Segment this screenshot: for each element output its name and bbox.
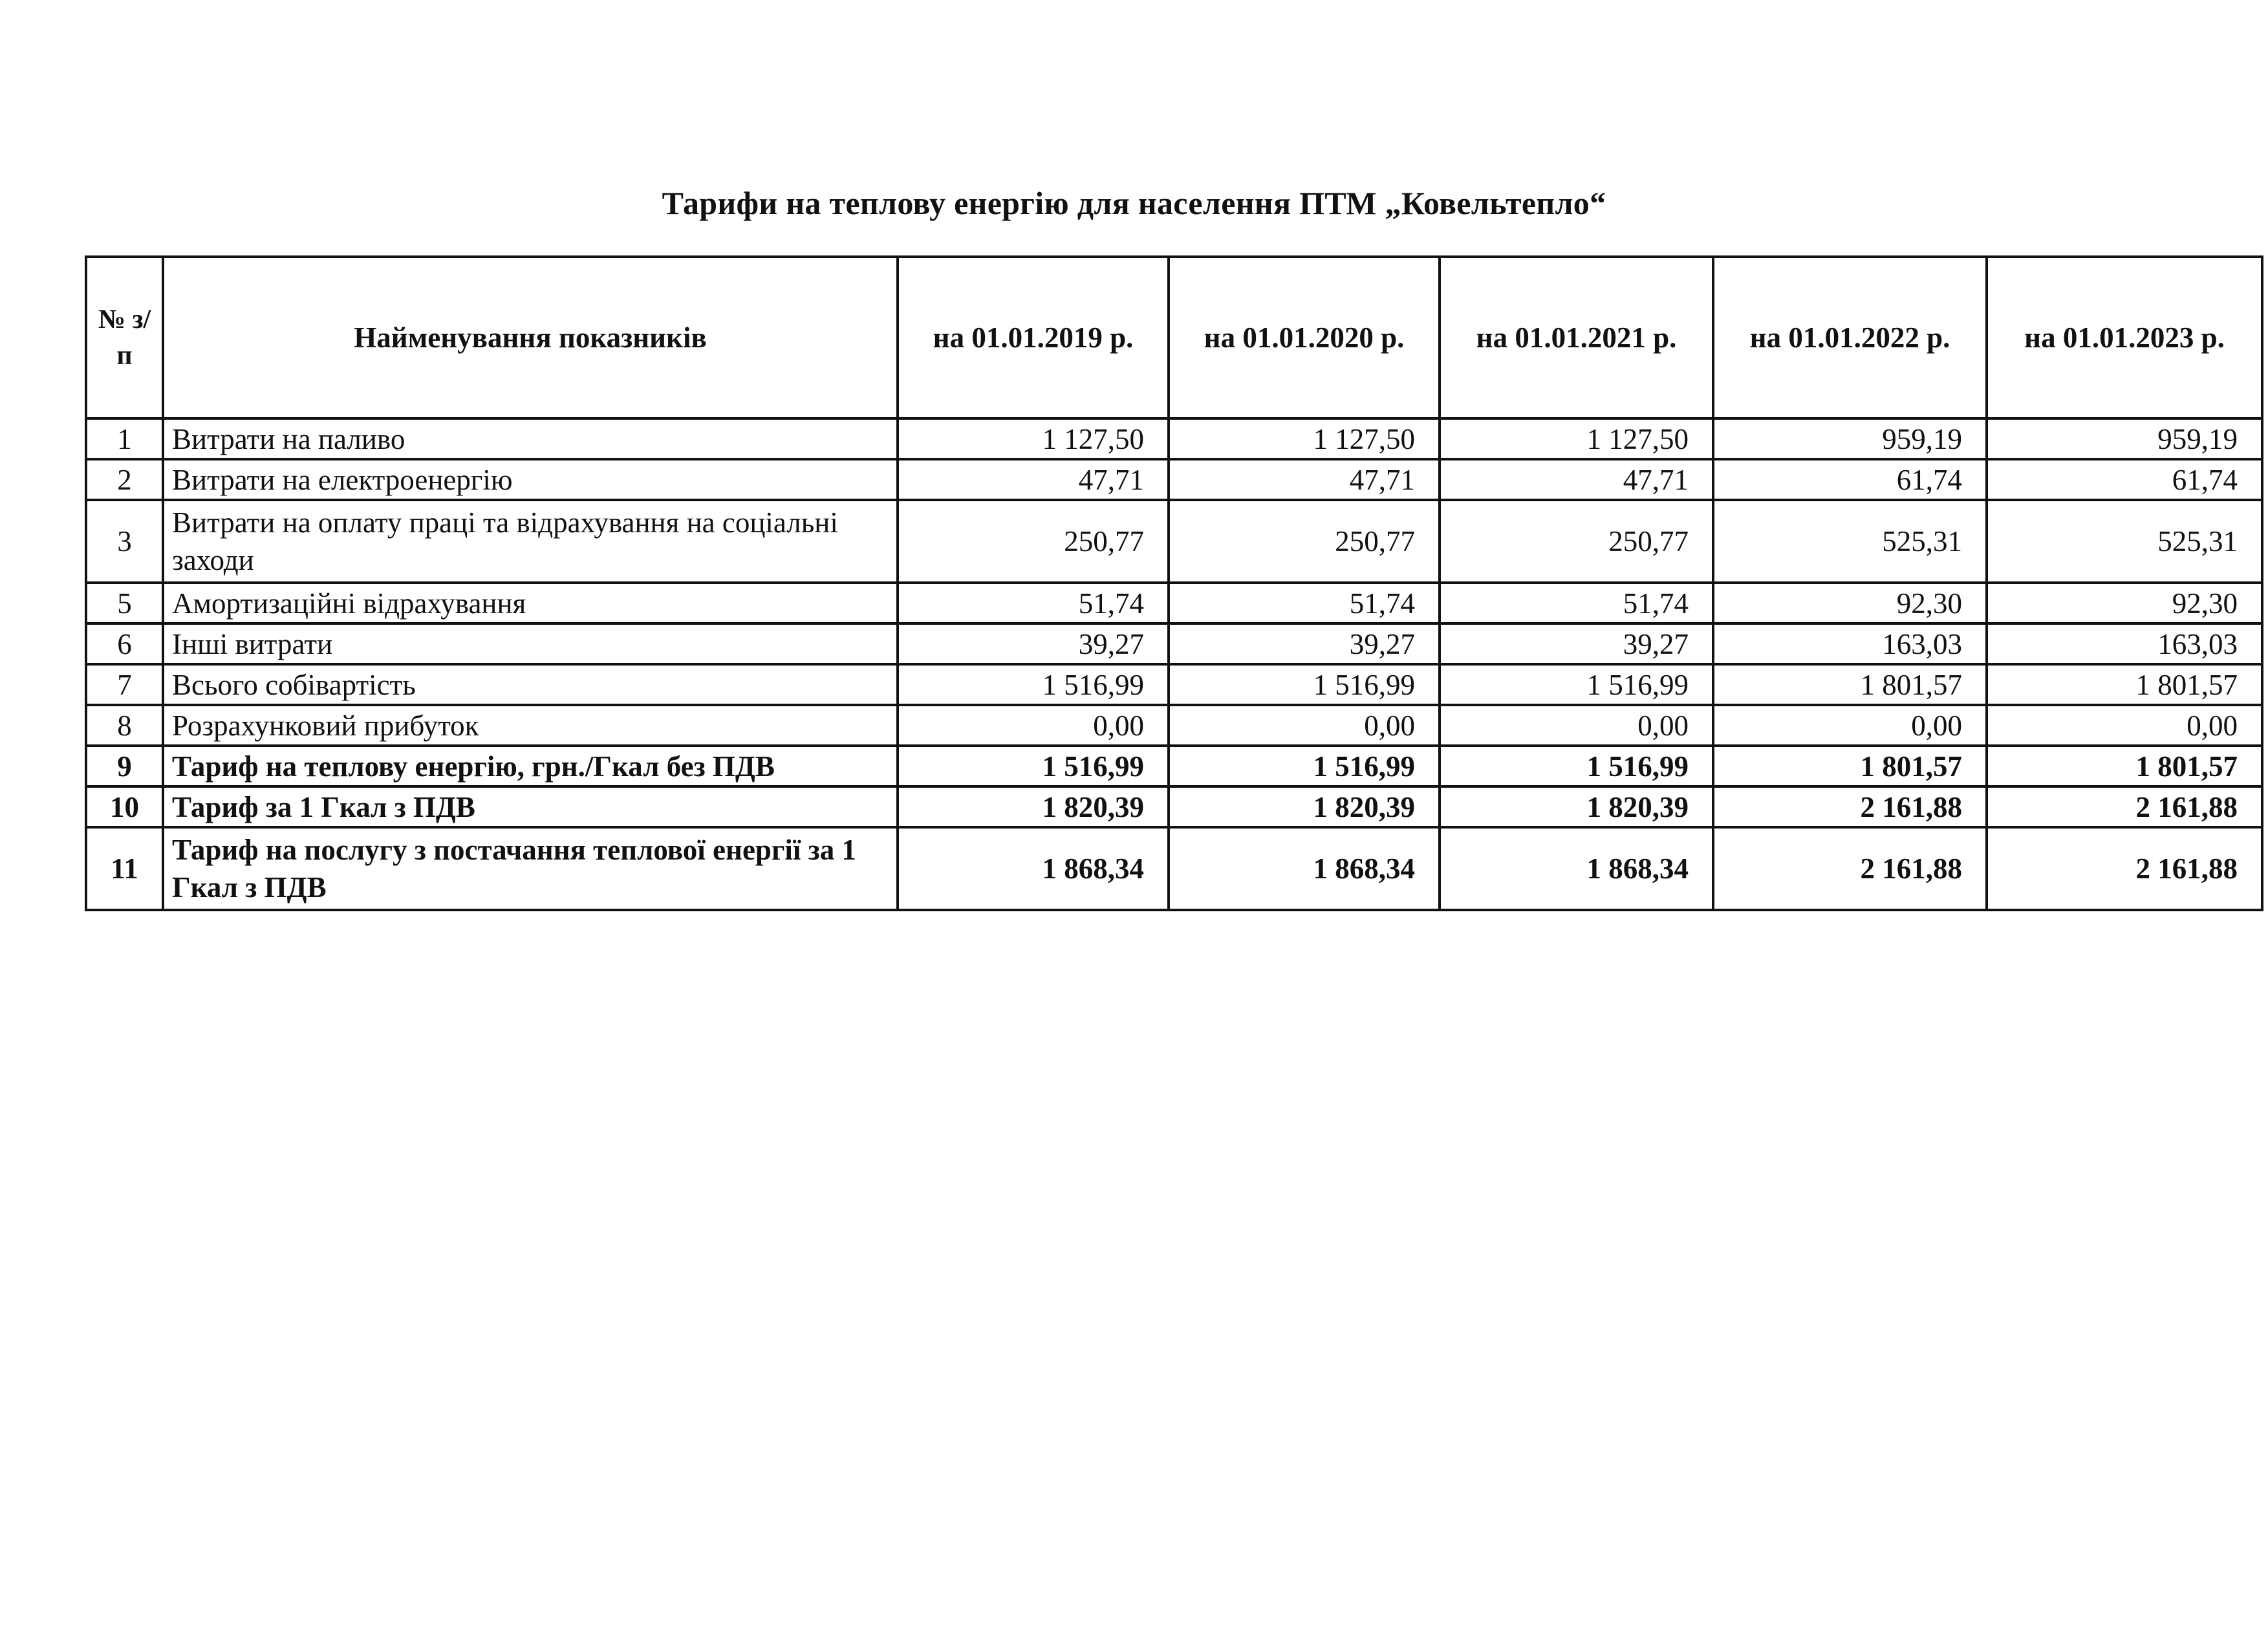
cell-value: 61,74 xyxy=(1713,459,1987,500)
cell-value: 163,03 xyxy=(1987,623,2262,664)
cell-value: 0,00 xyxy=(898,705,1169,746)
row-name: Тариф на теплову енергію, грн./Гкал без ПДВ xyxy=(163,746,898,786)
row-name: Тариф за 1 Гкал з ПДВ xyxy=(163,786,898,827)
cell-value: 61,74 xyxy=(1987,459,2262,500)
table-row xyxy=(86,746,2262,786)
cell-value: 51,74 xyxy=(898,583,1169,623)
row-number: 11 xyxy=(86,827,163,910)
header-period-2020: на 01.01.2020 р. xyxy=(1169,257,1440,418)
cell-value: 959,19 xyxy=(1987,418,2262,459)
cell-value: 1 868,34 xyxy=(1440,827,1713,910)
cell-value: 1 820,39 xyxy=(1440,786,1713,827)
header-number: № з/п xyxy=(86,257,163,418)
cell-value: 1 516,99 xyxy=(1440,664,1713,705)
cell-value: 51,74 xyxy=(1169,583,1440,623)
cell-value: 1 127,50 xyxy=(1440,418,1713,459)
cell-value: 1 820,39 xyxy=(898,786,1169,827)
cell-value: 1 801,57 xyxy=(1713,664,1987,705)
cell-value: 0,00 xyxy=(1169,705,1440,746)
cell-value: 1 127,50 xyxy=(898,418,1169,459)
cell-value: 92,30 xyxy=(1713,583,1987,623)
cell-value: 0,00 xyxy=(1440,705,1713,746)
cell-value: 1 516,99 xyxy=(1169,664,1440,705)
row-number: 7 xyxy=(86,664,163,705)
header-period-2021: на 01.01.2021 р. xyxy=(1440,257,1713,418)
cell-value: 39,27 xyxy=(1440,623,1713,664)
cell-value: 250,77 xyxy=(1169,500,1440,583)
row-number: 1 xyxy=(86,418,163,459)
cell-value: 2 161,88 xyxy=(1987,827,2262,910)
cell-value: 39,27 xyxy=(1169,623,1440,664)
row-name: Витрати на оплату праці та відрахування на соціальні заходи xyxy=(163,500,898,583)
cell-value: 163,03 xyxy=(1713,623,1987,664)
cell-value: 47,71 xyxy=(1440,459,1713,500)
row-number: 10 xyxy=(86,786,163,827)
page-title: Тарифи на теплову енергію для населення ПТМ „Ковельтепло“ xyxy=(662,185,1606,221)
table-header-row xyxy=(86,257,2262,418)
row-name: Всього собівартість xyxy=(163,664,898,705)
table-row xyxy=(86,827,2262,910)
row-number: 2 xyxy=(86,459,163,500)
row-number: 8 xyxy=(86,705,163,746)
cell-value: 1 801,57 xyxy=(1713,746,1987,786)
cell-value: 92,30 xyxy=(1987,583,2262,623)
cell-value: 1 820,39 xyxy=(1169,786,1440,827)
row-number: 3 xyxy=(86,500,163,583)
cell-value: 1 801,57 xyxy=(1987,746,2262,786)
cell-value: 525,31 xyxy=(1713,500,1987,583)
header-period-2022: на 01.01.2022 р. xyxy=(1713,257,1987,418)
row-name: Витрати на паливо xyxy=(163,418,898,459)
cell-value: 1 516,99 xyxy=(898,746,1169,786)
cell-value: 525,31 xyxy=(1987,500,2262,583)
header-indicator-name: Найменування показників xyxy=(163,257,898,418)
cell-value: 51,74 xyxy=(1440,583,1713,623)
row-name: Розрахунковий прибуток xyxy=(163,705,898,746)
cell-value: 39,27 xyxy=(898,623,1169,664)
header-period-2023: на 01.01.2023 р. xyxy=(1987,257,2262,418)
row-name: Інші витрати xyxy=(163,623,898,664)
table-row xyxy=(86,786,2262,827)
cell-value: 250,77 xyxy=(1440,500,1713,583)
cell-value: 0,00 xyxy=(1713,705,1987,746)
cell-value: 1 516,99 xyxy=(1440,746,1713,786)
cell-value: 250,77 xyxy=(898,500,1169,583)
header-period-2019: на 01.01.2019 р. xyxy=(898,257,1169,418)
table-row xyxy=(86,705,2262,746)
table-row xyxy=(86,583,2262,623)
tariff-table xyxy=(85,255,2263,911)
row-name: Витрати на електроенергію xyxy=(163,459,898,500)
cell-value: 2 161,88 xyxy=(1713,786,1987,827)
cell-value: 0,00 xyxy=(1987,705,2262,746)
table-row xyxy=(86,500,2262,583)
row-name: Амортизаційні відрахування xyxy=(163,583,898,623)
cell-value: 2 161,88 xyxy=(1713,827,1987,910)
row-name: Тариф на послугу з постачання теплової енергії за 1 Гкал з ПДВ xyxy=(163,827,898,910)
cell-value: 47,71 xyxy=(898,459,1169,500)
cell-value: 1 516,99 xyxy=(898,664,1169,705)
row-number: 6 xyxy=(86,623,163,664)
cell-value: 47,71 xyxy=(1169,459,1440,500)
cell-value: 1 868,34 xyxy=(1169,827,1440,910)
row-number: 5 xyxy=(86,583,163,623)
table-row xyxy=(86,664,2262,705)
table-row xyxy=(86,418,2262,459)
cell-value: 959,19 xyxy=(1713,418,1987,459)
cell-value: 1 127,50 xyxy=(1169,418,1440,459)
cell-value: 1 516,99 xyxy=(1169,746,1440,786)
cell-value: 1 868,34 xyxy=(898,827,1169,910)
table-row xyxy=(86,459,2262,500)
cell-value: 2 161,88 xyxy=(1987,786,2262,827)
row-number: 9 xyxy=(86,746,163,786)
cell-value: 1 801,57 xyxy=(1987,664,2262,705)
table-row xyxy=(86,623,2262,664)
